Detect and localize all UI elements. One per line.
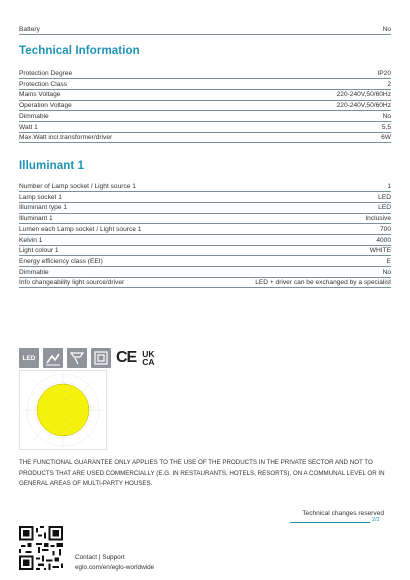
lamp-direction-icon (67, 348, 87, 368)
led-icon: LED (19, 348, 39, 368)
illuminant-spec-row (19, 278, 391, 288)
spec-value: No (382, 26, 391, 33)
qr-code-icon[interactable] (19, 526, 63, 570)
spec-value: E (386, 257, 391, 265)
spec-label: Max.Watt incl.transformer/driver (19, 134, 113, 142)
spec-value: 220-240V,50/60Hz (336, 102, 391, 110)
protection-class-icon (91, 348, 111, 368)
spec-label: Dimmable (19, 112, 49, 120)
illuminant-spec-row (19, 203, 391, 213)
technical-spec-row (19, 80, 391, 90)
spec-value: 700 (379, 225, 391, 233)
spec-value: 6W (381, 134, 391, 142)
illuminant-spec-row (19, 268, 391, 278)
spec-value: 5,5 (381, 123, 391, 131)
spec-label: Illuminant 1 (19, 215, 53, 223)
spec-label: Mains Voltage (19, 91, 61, 99)
technical-spec-row (19, 133, 391, 143)
spec-value: WHITE (369, 247, 391, 255)
spec-label: Kelvin 1 (19, 236, 43, 244)
spec-label: Protection Class (19, 80, 68, 88)
spec-row-battery (19, 25, 391, 35)
spec-label: Energy efficiency class (EEI) (19, 257, 103, 265)
illuminant-spec-row (19, 236, 391, 246)
spec-label: Watt 1 (19, 123, 38, 131)
svg-text:—: — (64, 434, 67, 437)
spec-value: 220-240V,50/60Hz (336, 91, 391, 99)
spec-label: Lamp socket 1 (19, 193, 62, 201)
spec-label: Illuminant type 1 (19, 204, 68, 212)
illuminant-spec-row (19, 214, 391, 224)
svg-text:—: — (64, 390, 67, 393)
contact-heading: Contact | Support (75, 554, 125, 561)
illuminant-spec-row (19, 257, 391, 267)
illuminant-spec-row (19, 193, 391, 203)
technical-changes-note: Technical changes reserved (302, 510, 384, 517)
ukca-mark-icon (142, 350, 154, 366)
technical-spec-row (19, 112, 391, 122)
section-heading-illuminant: Illuminant 1 (19, 160, 85, 172)
technical-spec-row (19, 101, 391, 111)
distribution-curve (37, 384, 89, 436)
svg-text:—: — (64, 398, 67, 401)
spec-value: LED (378, 204, 391, 212)
contact-support (75, 553, 154, 572)
ce-mark-icon: CE (116, 349, 137, 366)
spec-label: Lumen each Lamp socket / Light source 1 (19, 225, 142, 233)
svg-text:—: — (64, 426, 67, 429)
technical-spec-row (19, 123, 391, 133)
certification-icons (19, 347, 155, 369)
illuminant-spec-row (19, 246, 391, 256)
svg-text:—: — (64, 382, 67, 385)
spec-value: LED (378, 193, 391, 201)
spec-label: Operation Voltage (19, 102, 72, 110)
spec-label: Dimmable (19, 268, 49, 276)
page-number: 2/2 (372, 517, 380, 523)
spec-value: IP20 (377, 70, 391, 77)
technical-spec-row (19, 90, 391, 100)
spec-value: Inclusive (365, 215, 391, 223)
spec-value: LED + driver can be exchanged by a specialist (255, 279, 391, 287)
spec-label: Info changeability light source/driver (19, 279, 125, 287)
spec-label: Protection Degree (19, 70, 73, 77)
spec-value: No (382, 112, 391, 120)
spec-label: Number of Lamp socket / Light source 1 (19, 183, 136, 190)
ukca-top: UK (142, 349, 155, 359)
spec-label: Light colour 1 (19, 247, 59, 255)
illuminant-spec-row (19, 182, 391, 192)
technical-spec-row (19, 69, 391, 79)
section-heading-technical: Technical Information (19, 45, 140, 57)
light-distribution-diagram (19, 370, 107, 450)
spec-value: 4000 (376, 236, 391, 244)
illuminant-spec-row (19, 225, 391, 235)
spec-value: 2 (387, 80, 391, 88)
spec-value: No (382, 268, 391, 276)
svg-text:—: — (64, 418, 67, 421)
ceiling-mount-icon (43, 348, 63, 368)
contact-link[interactable]: eglo.com/en/eglo-worldwide (75, 563, 155, 571)
ukca-bottom: CA (142, 357, 155, 367)
spec-value: 1 (387, 183, 391, 190)
page-divider (290, 522, 370, 523)
functional-guarantee-disclaimer: THE FUNCTIONAL GUARANTEE ONLY APPLIES TO THE USE OF THE PRODUCTS IN THE PRIVATE SECTOR AND NOT TO PRODUCTS THAT ARE USED COMMERCIALLY (E.G. IN RESTAURANTS, HOTELS, RESORTS), ON A COMMUNAL LEVEL OR IN GENERAL AREAS OF MULTI-PARTY HOUSES. (19, 459, 385, 487)
spec-label: Battery (19, 26, 40, 33)
